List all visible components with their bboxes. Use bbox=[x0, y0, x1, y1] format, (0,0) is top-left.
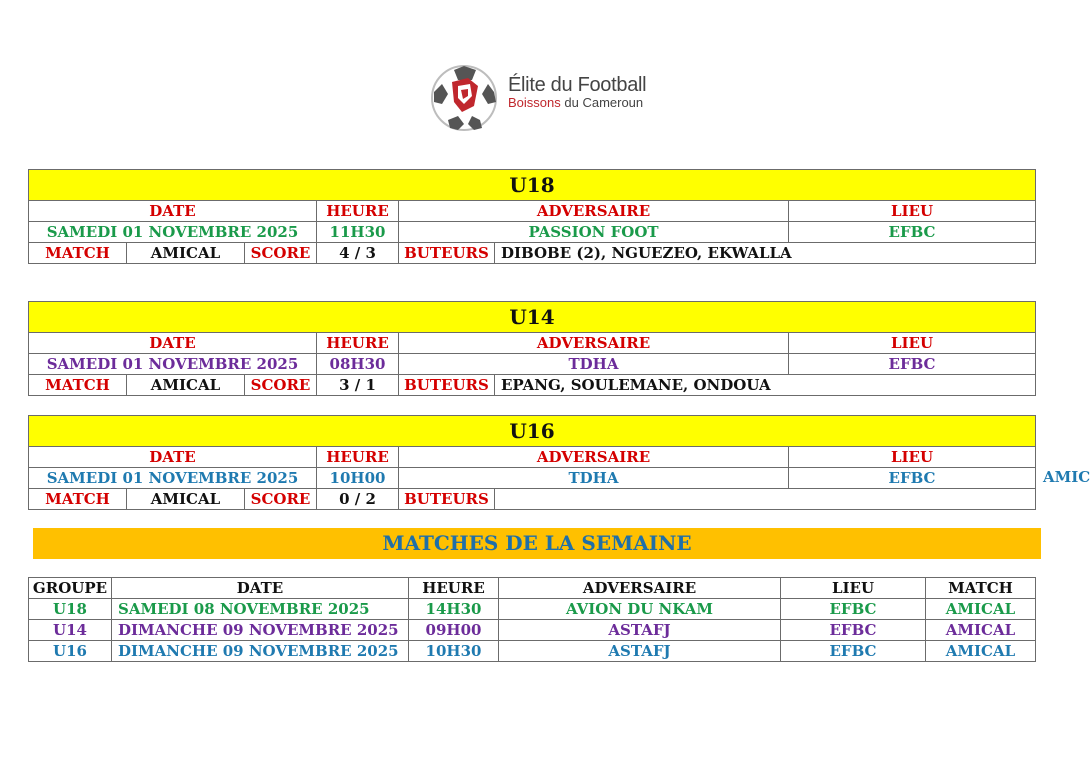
u18-block bbox=[28, 169, 1035, 264]
u14-lieu-header: LIEU bbox=[789, 333, 1036, 354]
u14-lieu: EFBC bbox=[789, 354, 1036, 375]
u14-adversaire: TDHA bbox=[399, 354, 789, 375]
u18-score-label: SCORE bbox=[245, 243, 317, 264]
u18-table bbox=[28, 169, 1036, 264]
u16-date-header: DATE bbox=[29, 447, 317, 468]
u18-lieu-header: LIEU bbox=[789, 201, 1036, 222]
u18-score: 4 / 3 bbox=[317, 243, 399, 264]
week-row-match: AMICAL bbox=[926, 641, 1036, 662]
u14-block bbox=[28, 301, 1035, 396]
u14-title: U14 bbox=[29, 302, 1036, 333]
u16-match-type: AMICAL bbox=[127, 489, 245, 510]
week-row-adversaire: ASTAFJ bbox=[499, 641, 781, 662]
table-row bbox=[29, 620, 1036, 641]
week-row-adversaire: ASTAFJ bbox=[499, 620, 781, 641]
week-heure-header: HEURE bbox=[409, 578, 499, 599]
week-adversaire-header: ADVERSAIRE bbox=[499, 578, 781, 599]
logo-subtitle-country: du Cameroun bbox=[564, 95, 644, 110]
club-logo bbox=[428, 62, 678, 134]
week-banner: MATCHES DE LA SEMAINE bbox=[33, 528, 1041, 559]
u16-buteurs bbox=[495, 489, 1036, 510]
u18-heure: 11H30 bbox=[317, 222, 399, 243]
u16-adversaire: TDHA bbox=[399, 468, 789, 489]
u18-title: U18 bbox=[29, 170, 1036, 201]
u14-buteurs: EPANG, SOULEMANE, ONDOUA bbox=[495, 375, 1036, 396]
u18-match-label: MATCH bbox=[29, 243, 127, 264]
u16-heure: 10H00 bbox=[317, 468, 399, 489]
logo-subtitle-brand: Boissons bbox=[508, 95, 561, 110]
u16-lieu-header: LIEU bbox=[789, 447, 1036, 468]
week-row-groupe: U16 bbox=[29, 641, 112, 662]
u14-score: 3 / 1 bbox=[317, 375, 399, 396]
u18-match-type: AMICAL bbox=[127, 243, 245, 264]
u18-heure-header: HEURE bbox=[317, 201, 399, 222]
u14-date-header: DATE bbox=[29, 333, 317, 354]
u14-match-type: AMICAL bbox=[127, 375, 245, 396]
u16-adversaire-header: ADVERSAIRE bbox=[399, 447, 789, 468]
week-row-lieu: EFBC bbox=[781, 599, 926, 620]
week-row-heure: 09H00 bbox=[409, 620, 499, 641]
u16-score: 0 / 2 bbox=[317, 489, 399, 510]
table-row bbox=[29, 641, 1036, 662]
u18-adversaire-header: ADVERSAIRE bbox=[399, 201, 789, 222]
u16-match-label: MATCH bbox=[29, 489, 127, 510]
u14-match-label: MATCH bbox=[29, 375, 127, 396]
week-row-adversaire: AVION DU NKAM bbox=[499, 599, 781, 620]
week-row-lieu: EFBC bbox=[781, 620, 926, 641]
u14-date: SAMEDI 01 NOVEMBRE 2025 bbox=[29, 354, 317, 375]
week-block bbox=[28, 577, 1035, 662]
logo-title: Élite du Football bbox=[508, 74, 647, 96]
u18-buteurs-label: BUTEURS bbox=[399, 243, 495, 264]
week-row-date: SAMEDI 08 NOVEMBRE 2025 bbox=[112, 599, 409, 620]
week-row-date: DIMANCHE 09 NOVEMBRE 2025 bbox=[112, 620, 409, 641]
week-row-lieu: EFBC bbox=[781, 641, 926, 662]
u14-score-label: SCORE bbox=[245, 375, 317, 396]
table-row bbox=[29, 599, 1036, 620]
u16-block bbox=[28, 415, 1035, 510]
u18-lieu: EFBC bbox=[789, 222, 1036, 243]
logo-text bbox=[508, 74, 646, 110]
week-groupe-header: GROUPE bbox=[29, 578, 112, 599]
u18-date-header: DATE bbox=[29, 201, 317, 222]
week-row-heure: 14H30 bbox=[409, 599, 499, 620]
u14-heure-header: HEURE bbox=[317, 333, 399, 354]
week-row-date: DIMANCHE 09 NOVEMBRE 2025 bbox=[112, 641, 409, 662]
week-table bbox=[28, 577, 1036, 662]
week-date-header: DATE bbox=[112, 578, 409, 599]
week-row-match: AMICAL bbox=[926, 599, 1036, 620]
week-lieu-header: LIEU bbox=[781, 578, 926, 599]
u16-score-label: SCORE bbox=[245, 489, 317, 510]
week-row-groupe: U14 bbox=[29, 620, 112, 641]
u16-buteurs-label: BUTEURS bbox=[399, 489, 495, 510]
u16-title: U16 bbox=[29, 416, 1036, 447]
soccer-ball-icon bbox=[428, 62, 502, 134]
u14-buteurs-label: BUTEURS bbox=[399, 375, 495, 396]
week-row-match: AMICAL bbox=[926, 620, 1036, 641]
week-row-groupe: U18 bbox=[29, 599, 112, 620]
u16-lieu: EFBC bbox=[789, 468, 1036, 489]
u14-heure: 08H30 bbox=[317, 354, 399, 375]
logo-subtitle bbox=[508, 95, 646, 110]
u18-date: SAMEDI 01 NOVEMBRE 2025 bbox=[29, 222, 317, 243]
u18-adversaire: PASSION FOOT bbox=[399, 222, 789, 243]
u16-date: SAMEDI 01 NOVEMBRE 2025 bbox=[29, 468, 317, 489]
u18-buteurs: DIBOBE (2), NGUEZEO, EKWALLA bbox=[495, 243, 1036, 264]
u14-adversaire-header: ADVERSAIRE bbox=[399, 333, 789, 354]
u16-table bbox=[28, 415, 1036, 510]
week-row-heure: 10H30 bbox=[409, 641, 499, 662]
u14-table bbox=[28, 301, 1036, 396]
u16-heure-header: HEURE bbox=[317, 447, 399, 468]
u16-overflow-text: AMIC bbox=[1043, 468, 1090, 486]
week-match-header: MATCH bbox=[926, 578, 1036, 599]
